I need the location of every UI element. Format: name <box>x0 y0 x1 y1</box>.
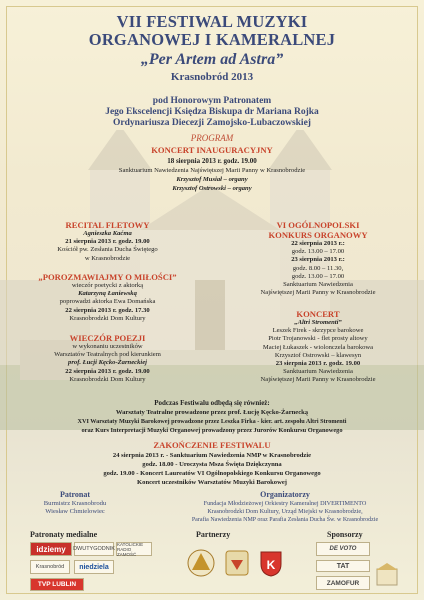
recital-place1: Kościół pw. Zesłania Ducha Świętego <box>57 246 158 254</box>
closing-line4: Koncert uczestników Warsztatów Muzyki Barokowej <box>137 479 287 486</box>
concert-performer4: Krzysztof Ostrowski – klawesyn <box>274 351 362 359</box>
recital-section <box>20 220 195 263</box>
festival-location: Krasnobród 2013 <box>170 71 254 83</box>
inaugural-place: Sanktuarium Nawiedzenia Najświętszej Marii Panny w Krasnobrodzie <box>118 167 306 174</box>
sponsors-label: Sponsorzy <box>327 530 363 539</box>
organizers-section <box>160 490 410 525</box>
competition-date2: 23 sierpnia 2013 r.: <box>291 256 345 264</box>
talk-place: Krasnobrodzki Dom Kultury <box>69 314 146 322</box>
tvp-lublin-logo: TVP LUBLIN <box>30 578 84 591</box>
idziemy-logo: idziemy <box>30 542 72 556</box>
sponsor-building-icon <box>374 561 400 587</box>
inaugural-heading: KONCERT INAUGURACYJNY <box>151 145 273 155</box>
recital-place2: w Krasnobrodzie <box>84 254 131 262</box>
radio-zamosc-logo: KATOLICKIE RADIO ZAMOŚĆ <box>116 542 152 556</box>
talk-section <box>20 272 195 323</box>
tat-logo: TAT <box>316 560 370 572</box>
partner-emblem-icon <box>186 548 216 578</box>
closing-heading: ZAKOŃCZENIE FESTIWALU <box>153 440 271 450</box>
talk-line3: poprowadzi aktorka Ewa Domańska <box>59 298 156 306</box>
patronage-line1: pod Honorowym Patronatem <box>152 96 272 106</box>
competition-heading2: KONKURS ORGANOWY <box>268 230 368 240</box>
poetry-line2: Warsztatów Teatralnych pod kierunkiem <box>54 351 161 359</box>
poetry-line3: prof. Łucji Kęcko-Żarneckiej <box>68 359 147 367</box>
program-label: PROGRAM <box>190 133 234 143</box>
krasnobrod-logo: Krasnobród <box>30 560 70 574</box>
organizers-line1: Fundacja Młodzieżowej Orkiestry Kameralnej DIVERTIMENTO <box>203 500 367 507</box>
competition-time1: godz. 13.00 – 17.00 <box>291 248 345 256</box>
closing-line1: 24 sierpnia 2013 r. - Sanktuarium Nawiedzenia NMP w Krasnobrodzie <box>112 452 312 459</box>
competition-time2b: godz. 13.00 – 17.00 <box>291 272 345 280</box>
poetry-heading: WIECZÓR POEZJI <box>69 333 146 343</box>
krasnobrod-coat-of-arms-icon <box>256 548 286 578</box>
concert-date: 23 sierpnia 2013 r. godz. 19.00 <box>275 360 361 368</box>
patron-line1: Burmistrz Krasnobrodu <box>43 500 107 507</box>
festival-title-line1: VII FESTIWAL MUZYKI <box>116 12 308 31</box>
dwutygodnik-logo: DWUTYGODNIK <box>74 542 114 556</box>
organizers-label: Organizatorzy <box>260 490 310 499</box>
closing-line2: godz. 18.00 - Uroczysta Msza Święta Dziękczynna <box>142 461 282 468</box>
competition-place2: Najświętszej Marii Panny w Krasnobrodzie <box>260 289 376 297</box>
concert-section <box>228 309 408 385</box>
patronage-line3: Ordynariusza Diecezji Zamojsko-Lubaczowskiej <box>113 118 311 128</box>
inaugural-performer1: Krzysztof Musiał – organy <box>176 176 248 183</box>
concert-heading: KONCERT <box>296 309 340 319</box>
competition-place1: Sanktuarium Nawiedzenia <box>283 281 353 289</box>
partners-label: Partnerzy <box>196 530 231 539</box>
workshops-line1: Warsztaty Teatralne prowadzone przez prof. Łucję Kęcko-Żarnecką <box>115 409 309 416</box>
workshops-intro: Podczas Festiwalu odbędą się również: <box>154 399 270 407</box>
talk-heading: „POROZMAWIAJMY O MIŁOŚCI” <box>38 272 177 282</box>
competition-date1: 22 sierpnia 2013 r.: <box>291 240 345 247</box>
concert-performer1: Leszek Firek - skrzypce barokowe <box>272 327 364 335</box>
closing-line3: godz. 19.00 - Koncert Laureatów VI Ogólnopolskiego Konkursu Organowego <box>103 470 321 477</box>
competition-time2a: godz. 8.00 – 11.30, <box>292 264 344 272</box>
organizers-line2: Krasnobrodzki Dom Kultury, Urząd Miejski w Krasnobrodzie, <box>207 508 363 516</box>
workshops-line2: XVI Warsztaty Muzyki Barokowej prowadzone przez Leszka Firka - kier. art. zespołu Altri Stromenti <box>77 418 347 425</box>
recital-heading: RECITAL FLETOWY <box>65 220 150 230</box>
devoto-logo: DE VOTO <box>316 542 370 556</box>
concert-name: „Altri Stromenti” <box>294 319 342 326</box>
talk-line2: Katarzyną Łaniewską <box>78 290 137 298</box>
competition-heading1: VI OGÓLNOPOLSKI <box>276 220 360 230</box>
partner-shield-icon <box>222 548 252 578</box>
poetry-section <box>20 333 195 384</box>
recital-performer: Agnieszka Kaćma <box>83 230 132 237</box>
workshops-line3: oraz Kurs Interpretacji Muzyki Organowej prowadzony przez Jurorów Konkursu Organowego <box>81 427 343 434</box>
patron-line2: Wiesław Chmielowiec <box>45 508 105 516</box>
recital-date: 21 sierpnia 2013 r. godz. 19.00 <box>65 238 150 246</box>
media-patrons-label: Patronaty medialne <box>30 530 98 539</box>
poetry-place: Krasnobrodzki Dom Kultury <box>69 375 146 383</box>
patron-section <box>20 490 130 516</box>
talk-date: 22 sierpnia 2013 r. godz. 17.30 <box>65 306 150 314</box>
organizers-line3: Parafia Nawiedzenia NMP oraz Parafia Zesłania Ducha Św. w Krasnobrodzie <box>191 517 379 524</box>
svg-text:K: K <box>266 558 276 572</box>
patron-label: Patronat <box>59 490 91 499</box>
poetry-line1: w wykonaniu uczestników <box>72 343 143 350</box>
concert-place2: Najświętszej Marii Panny w Krasnobrodzie <box>260 376 376 384</box>
patronage-line2: Jego Ekscelencji Księdza Biskupa dr Mariana Rojka <box>105 107 319 117</box>
inaugural-date: 18 sierpnia 2013 r. godz. 19.00 <box>167 157 257 165</box>
festival-title-line2: ORGANOWEJ I KAMERALNEJ <box>88 30 336 49</box>
poetry-date: 22 sierpnia 2013 r. godz. 19.00 <box>65 367 150 375</box>
talk-line1: wieczór poetycki z aktorką <box>71 282 144 289</box>
festival-subtitle: „Per Artem ad Astra” <box>140 51 284 68</box>
concert-performer2: Piotr Trojanowski - flet prosty altowy <box>268 335 368 343</box>
competition-section <box>228 220 408 297</box>
concert-place1: Sanktuarium Nawiedzenia <box>283 368 353 376</box>
zamofur-logo: ZAMOFUR <box>316 576 370 590</box>
niedziela-logo: niedziela <box>74 560 114 574</box>
inaugural-performer2: Krzysztof Ostrowski – organy <box>172 185 252 192</box>
concert-performer3: Maciej Łukaszek - wiolonczela barokowa <box>262 343 374 351</box>
